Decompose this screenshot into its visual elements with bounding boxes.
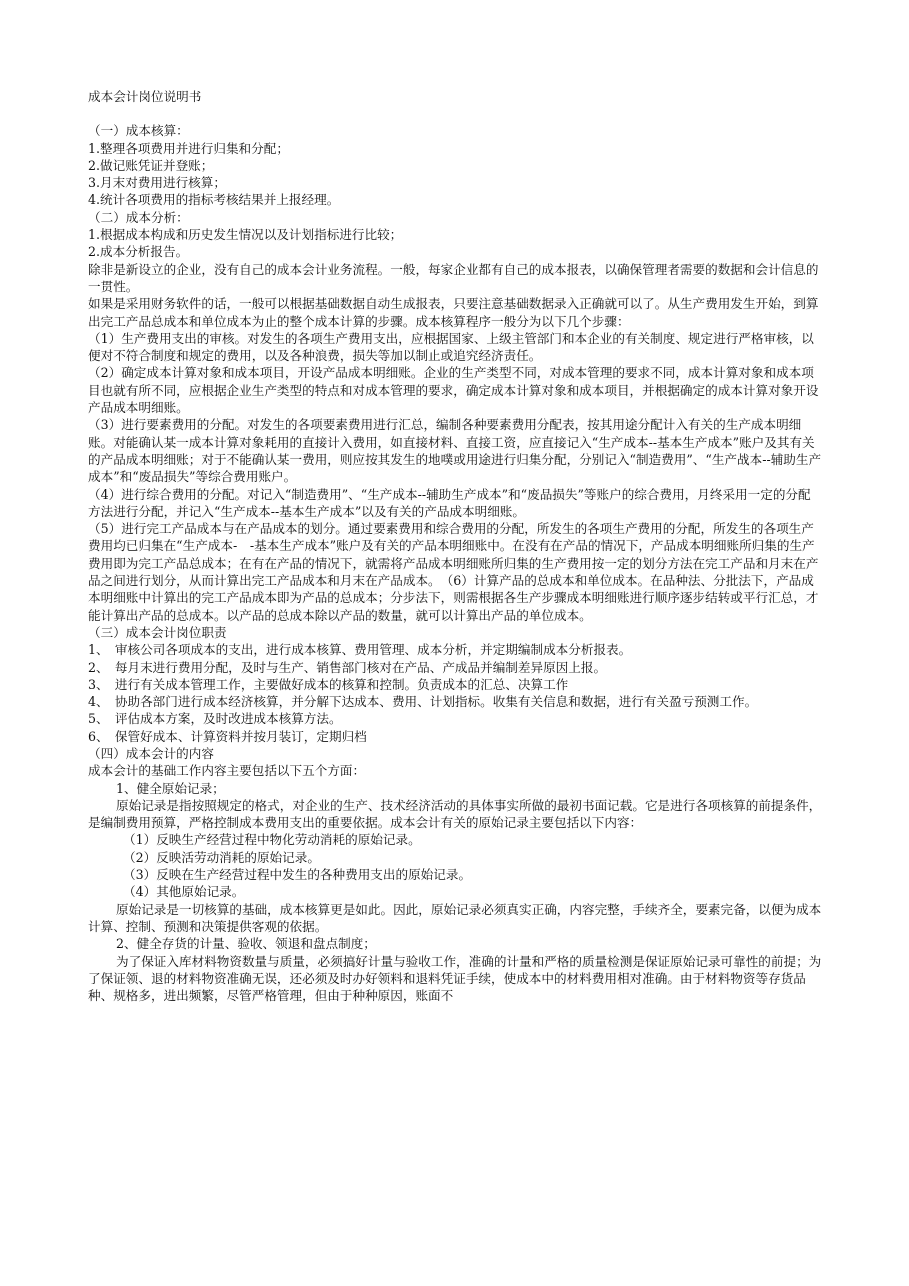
paragraph: 1.整理各项费用并进行归集和分配； [88, 140, 289, 156]
paragraph: 5、 评估成本方案，及时改进成本核算方法。 [88, 711, 342, 727]
paragraph: （二）成本分析： [88, 209, 189, 225]
paragraph: （一）成本核算： [88, 123, 189, 139]
paragraph: （4）其他原始记录。 [123, 884, 245, 900]
paragraph: 原始记录是指按照规定的格式，对企业的生产、技术经济活动的具体事实所做的最初书面记载。它是进行各项核算的前提条件，是编制费用预算，严格控制成本费用支出的重要依据。成本会计有关的原始记录主要包括以下内容： [88, 797, 822, 831]
paragraph: 1、 审核公司各项成本的支出，进行成本核算、费用管理、成本分析，并定期编制成本分析报表。 [88, 642, 632, 658]
paragraph: （3）进行要素费用的分配。对发生的各项要素费用进行汇总，编制各种要素费用分配表，按其用途分配计入有关的生产成本明细账。对能确认某一成本计算对象耗用的直接计入费用，如直接材料、直接工资，应直接记入“生产成本--基本生产成本”账户及其有关的产品成本明细账；对于不能确认某一费用，则应按其发生的地噗或用途进行归集分配，分别记入“制造费用”、“生产战本--辅助生产成本”和“废品损失”等综合费用账户。 [88, 417, 822, 485]
paragraph: 2.成本分析报告。 [88, 244, 189, 260]
paragraph: （四）成本会计的内容 [88, 745, 214, 761]
paragraph: 原始记录是一切核算的基础，成本核算更是如此。因此，原始记录必须真实正确，内容完整，手续齐全，要素完备，以便为成本计算、控制、预测和决策提供客观的依据。 [88, 901, 822, 934]
paragraph: 如果是采用财务软件的话，一般可以根据基础数据自动生成报表，只要注意基础数据录入正确就可以了。从生产费用发生开始，到算出完工产品总成本和单位成本为止的整个成本计算的步骤。成本核算程序一般分为以下几个步骤： [88, 296, 819, 329]
paragraph: （三）成本会计岗位职责 [88, 624, 227, 640]
document-title: 成本会计岗位说明书 [88, 89, 202, 104]
paragraph: 为了保证入库材料物资数量与质量，必须搞好计量与验收工作，准确的计量和严格的质量检测是保证原始记录可靠性的前提；为了保证领、退的材料物资准确无误，还必须及时办好领料和退料凭证手续，使成本中的材料费用相对准确。由于材料物资等存货品种、规格多，进出频繁，尽管严格管理，但由于种种原因，账面不 [88, 953, 822, 1004]
paragraph: （4）进行综合费用的分配。对记入“制造费用”、“生产成本--辅助生产成本”和“废品损失”等账户的综合费用，月终采用一定的分配方法进行分配，并记入“生产成本--基本生产成本”以及有关的产品成本明细账。 [88, 486, 811, 519]
paragraph: 4.统计各项费用的指标考核结果并上报经理。 [88, 192, 340, 208]
paragraph: 成本会计的基础工作内容主要包括以下五个方面： [88, 763, 366, 779]
paragraph: 3、 进行有关成本管理工作，主要做好成本的核算和控制。负责成本的汇总、决算工作 [88, 676, 569, 692]
paragraph: 4、 协助各部门进行成本经济核算，并分解下达成本、费用、计划指标。收集有关信息和数据，进行有关盈亏预测工作。 [88, 694, 758, 710]
paragraph: 2、健全存货的计量、验收、领退和盘点制度； [116, 936, 376, 952]
paragraph: （5）进行完工产品成本与在产品成本的划分。通过要素费用和综合费用的分配，所发生的各项生产费用的分配，所发生的各项生产费用均已归集在“生产成本- -基本生产成本”账户及有关的产品本明细账中。在没有在产品的情况下，产品成本明细账所归集的生产费用即为完工产品总成本；在有在产品的情况下，就需将产品成本明细账所归集的生产费用按一定的划分方法在完工产品和月末在产品之间进行划分，从而计算出完工产品成本和月末在产品成本。 （6）计算产品的总成本和单位成本。在品种法、分批法下，产品成本明细账中计算出的完工产品成本即为产品的总成本；分步法下，则需根据各生产步骤成本明细账进行顺序逐步结转或平行汇总，才能计算出产品的总成本。以产品的总成本除以产品的数量，就可以计算出产品的单位成本。 [88, 521, 819, 623]
paragraph: （1）生产费用支出的审核。对发生的各项生产费用支出，应根据国家、上级主管部门和本企业的有关制度、规定进行严格审核，以便对不符合制度和规定的费用，以及各种浪费，损失等加以制止或追究经济责任。 [88, 330, 814, 364]
paragraph: 1、健全原始记录； [116, 780, 225, 796]
paragraph: （2）反映活劳动消耗的原始记录。 [123, 849, 320, 865]
paragraph: （1）反映生产经营过程中物化劳动消耗的原始记录。 [123, 832, 421, 848]
paragraph: 除非是新设立的企业，没有自己的成本会计业务流程。一般，每家企业都有自己的成本报表，以确保管理者需要的数据和会计信息的一贯性。 [88, 261, 819, 294]
document-body [88, 122, 823, 1004]
paragraph: 2.做记账凭证并登账； [88, 157, 214, 173]
document-page [88, 88, 823, 1004]
paragraph: （2）确定成本计算对象和成本项目，开设产品成本明细账。企业的生产类型不同，对成本管理的要求不同，成本计算对象和成本项目也就有所不同，应根据企业生产类型的特点和对成本管理的要求，确定成本计算对象和成本项目，并根据确定的成本计算对象开设产品成本明细账。 [88, 365, 819, 416]
paragraph: 2、 每月末进行费用分配，及时与生产、销售部门核对在产品、产成品并编制差异原因上报。 [88, 659, 607, 675]
paragraph: 1.根据成本构成和历史发生情况以及计划指标进行比较； [88, 227, 403, 243]
paragraph: （3）反映在生产经营过程中发生的各种费用支出的原始记录。 [123, 867, 472, 883]
paragraph: 6、 保管好成本、计算资料并按月装订，定期归档 [88, 728, 367, 744]
paragraph: 3.月末对费用进行核算； [88, 175, 226, 191]
